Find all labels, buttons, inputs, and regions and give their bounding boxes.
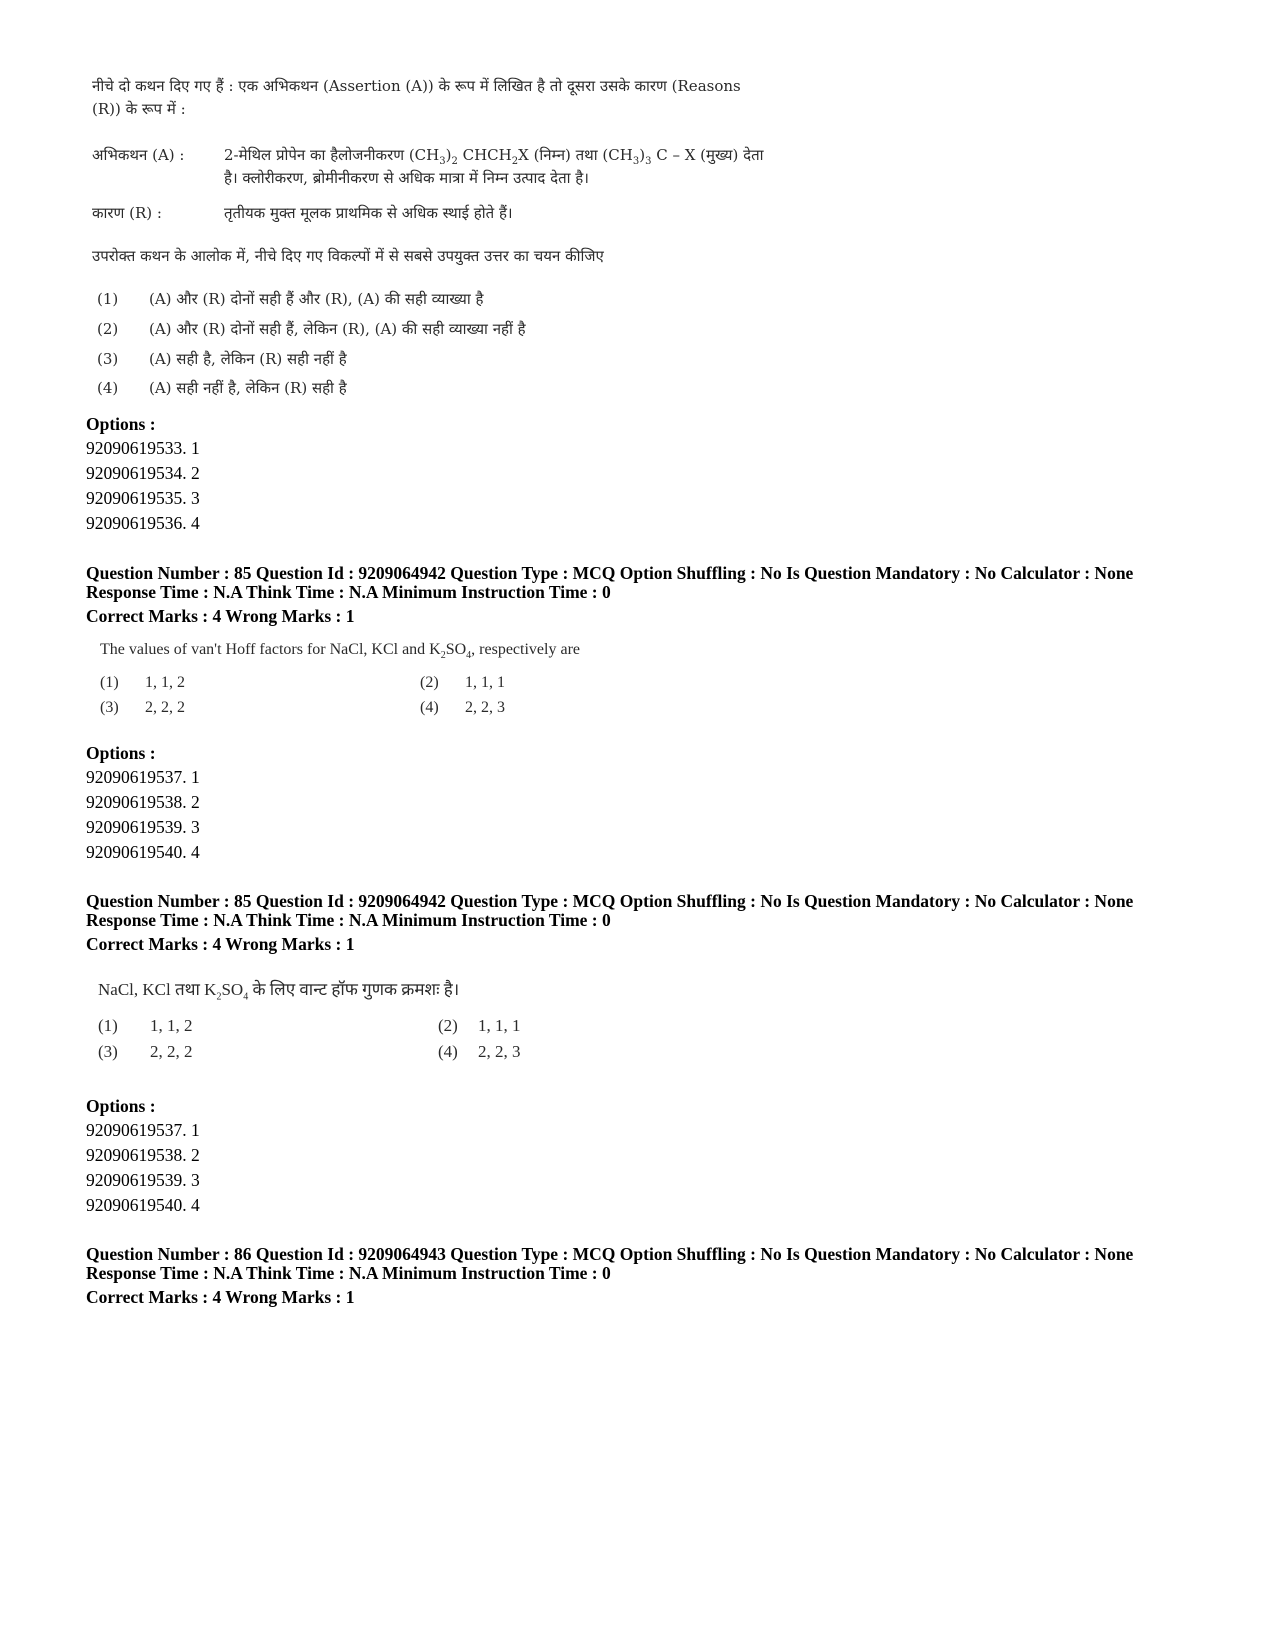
option-item: 92090619535. 3 [86, 488, 200, 508]
option-item: 92090619534. 2 [86, 463, 200, 483]
question-text: The values of van't Hoff factors for NaCl, KCl and $K_2SO_4$, respectively are [100, 641, 580, 662]
options-block [86, 412, 200, 536]
options-block [86, 1094, 200, 1218]
options-block [86, 741, 200, 865]
question-text: NaCl, KCl तथा $K_2SO_4$ के लिए वान्ट हॉफ गुणक क्रमशः है। [98, 980, 460, 1003]
option-item: 92090619540. 4 [86, 1195, 200, 1215]
option-item: 92090619537. 1 [86, 767, 200, 787]
choice-item: (4) (A) सही नहीं है, लेकिन (R) सही है [97, 379, 347, 397]
choice-item: (1) 1, 1, 2 [100, 674, 185, 691]
option-item: 92090619537. 1 [86, 1120, 200, 1140]
choice-item: (3) 2, 2, 2 [100, 699, 185, 716]
question-header-line-2: Response Time : N.A Think Time : N.A Minimum Instruction Time : 0 [86, 910, 611, 930]
question-header-line-1: Question Number : 86 Question Id : 9209064943 Question Type : MCQ Option Shuffling : No Is Question Mandatory : No Calculator : None [86, 1244, 1134, 1264]
option-item: 92090619538. 2 [86, 1145, 200, 1165]
choice-item: (4) 2, 2, 3 [438, 1042, 521, 1061]
option-item: 92090619539. 3 [86, 1170, 200, 1190]
assertion-text-line-2: है। क्लोरीकरण, ब्रोमीनीकरण से अधिक मात्रा में निम्न उत्पाद देता है। [224, 169, 589, 187]
option-item: 92090619533. 1 [86, 438, 200, 458]
options-heading: Options : [86, 743, 156, 763]
choice-item: (2) 1, 1, 1 [420, 674, 505, 691]
instruction-text: उपरोक्त कथन के आलोक में, नीचे दिए गए विकल्पों में से सबसे उपयुक्त उत्तर का चयन कीजिए [92, 247, 604, 265]
option-item: 92090619536. 4 [86, 513, 200, 533]
question-marks: Correct Marks : 4 Wrong Marks : 1 [86, 934, 355, 954]
question-marks: Correct Marks : 4 Wrong Marks : 1 [86, 606, 355, 626]
question-header-line-1: Question Number : 85 Question Id : 9209064942 Question Type : MCQ Option Shuffling : No Is Question Mandatory : No Calculator : None [86, 563, 1134, 583]
options-heading: Options : [86, 414, 156, 434]
question-header-line-1: Question Number : 85 Question Id : 9209064942 Question Type : MCQ Option Shuffling : No Is Question Mandatory : No Calculator : None [86, 891, 1134, 911]
question-header-line-2: Response Time : N.A Think Time : N.A Minimum Instruction Time : 0 [86, 582, 611, 602]
reason-label: कारण (R) : [92, 204, 162, 222]
choice-item: (4) 2, 2, 3 [420, 699, 505, 716]
assertion-text-line-1: 2-मेथिल प्रोपेन का हैलोजनीकरण $(CH_3)_2$ $CHCH_2X$ (निम्न) तथा $(CH_3)_3$ C – X (मुख्य) देता [224, 146, 764, 167]
choice-item: (2) 1, 1, 1 [438, 1016, 521, 1035]
choice-item: (1) (A) और (R) दोनों सही हैं और (R), (A) की सही व्याख्या है [97, 290, 484, 308]
assertion-intro-line-2: (R)) के रूप में : [92, 100, 186, 118]
option-item: 92090619539. 3 [86, 817, 200, 837]
question-marks: Correct Marks : 4 Wrong Marks : 1 [86, 1287, 355, 1307]
option-item: 92090619538. 2 [86, 792, 200, 812]
option-item: 92090619540. 4 [86, 842, 200, 862]
options-heading: Options : [86, 1096, 156, 1116]
assertion-label: अभिकथन (A) : [92, 146, 185, 164]
reason-text: तृतीयक मुक्त मूलक प्राथमिक से अधिक स्थाई होते हैं। [224, 204, 513, 222]
question-header-line-2: Response Time : N.A Think Time : N.A Minimum Instruction Time : 0 [86, 1263, 611, 1283]
choice-item: (3) 2, 2, 2 [98, 1042, 193, 1061]
choice-item: (3) (A) सही है, लेकिन (R) सही नहीं है [97, 350, 347, 368]
assertion-intro-line-1: नीचे दो कथन दिए गए हैं : एक अभिकथन (Assertion (A)) के रूप में लिखित है तो दूसरा उसके कारण (Reasons [92, 77, 741, 95]
choice-item: (1) 1, 1, 2 [98, 1016, 193, 1035]
choice-item: (2) (A) और (R) दोनों सही हैं, लेकिन (R), (A) की सही व्याख्या नहीं है [97, 320, 526, 338]
